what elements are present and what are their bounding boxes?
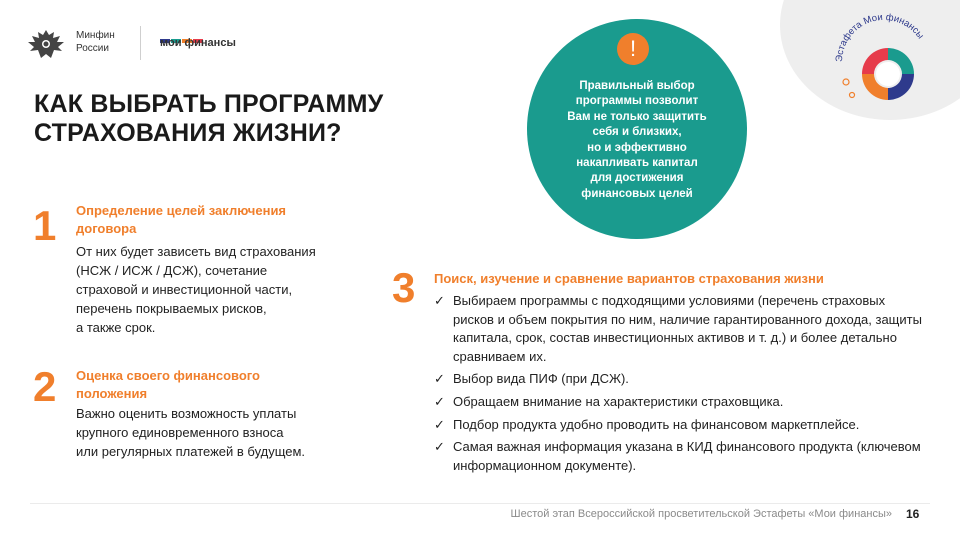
exclamation-icon: ! bbox=[617, 33, 649, 65]
title-line1: КАК ВЫБРАТЬ ПРОГРАММУ bbox=[34, 90, 384, 118]
check-icon: ✓ bbox=[434, 439, 445, 455]
callout-text: Правильный выбор программы позволит Вам не только защитить себя и близких, но и эффективно накапливать капитал для достижения финансовых целей bbox=[567, 80, 707, 200]
ministry-name bbox=[76, 29, 115, 55]
step-heading-1 bbox=[76, 202, 366, 238]
list-item-text: Самая важная информация указана в КИД финансового продукта (ключевом информационном документе). bbox=[453, 439, 921, 473]
estafeta-logo bbox=[822, 0, 946, 124]
page-number: 16 bbox=[906, 507, 920, 521]
ministry-line1: Минфин bbox=[76, 30, 115, 41]
step-number-1: 1 bbox=[33, 202, 57, 249]
check-icon: ✓ bbox=[434, 416, 445, 432]
eagle-emblem-icon bbox=[24, 26, 68, 64]
check-icon: ✓ bbox=[434, 393, 445, 409]
list-item-text: Подбор продукта удобно проводить на финансовом маркетплейсе. bbox=[453, 416, 860, 432]
page-title bbox=[34, 90, 383, 148]
list-item-text: Выбираем программы с подходящими условиями (перечень страховых рисков и объем покрытия по ним, наличие гарантированного дохода, защиты капитала, срок, состав инвестиционных активов и т. д.) и более детально сравниваем их. bbox=[453, 293, 922, 364]
brand-logo-text: мои финансы bbox=[160, 37, 236, 49]
list-item bbox=[434, 416, 924, 435]
step-3-list bbox=[434, 292, 924, 479]
list-item bbox=[434, 393, 924, 412]
step-heading-1-line2: договора bbox=[76, 221, 137, 236]
list-item bbox=[434, 438, 924, 475]
logo-arc-text: Эстафета Мои финансы bbox=[833, 11, 926, 63]
step-heading-3: Поиск, изучение и сравнение вариантов страхования жизни bbox=[434, 271, 824, 286]
list-item bbox=[434, 370, 924, 389]
list-item-text: Обращаем внимание на характеристики страховщика. bbox=[453, 393, 784, 409]
ministry-line2: России bbox=[76, 43, 109, 54]
check-icon: ✓ bbox=[434, 371, 445, 387]
list-item bbox=[434, 292, 924, 366]
step-body-2: Важно оценить возможность уплаты крупного единовременного взноса или регулярных платежей в будущем. bbox=[76, 406, 306, 459]
footer-text: Шестой этап Всероссийской просветительской Эстафеты «Мои финансы» bbox=[510, 508, 892, 520]
footer-divider bbox=[30, 503, 930, 504]
header-divider bbox=[140, 26, 141, 60]
brand-color-bar bbox=[160, 30, 206, 34]
title-line2: СТРАХОВАНИЯ ЖИЗНИ? bbox=[34, 119, 342, 147]
list-item-text: Выбор вида ПИФ (при ДСЖ). bbox=[453, 371, 629, 387]
step-heading-1-line1: Определение целей заключения bbox=[76, 203, 287, 218]
step-number-3: 3 bbox=[392, 264, 416, 311]
check-icon: ✓ bbox=[434, 293, 445, 308]
step-number-2: 2 bbox=[33, 363, 57, 410]
step-heading-2 bbox=[76, 367, 366, 403]
step-heading-2-line2: положения bbox=[76, 386, 148, 401]
step-body-1: От них будет зависеть вид страхования (НСЖ / ИСЖ / ДСЖ), сочетание страховой и инвестиционной части, перечень покрываемых рисков, а также срок. bbox=[76, 244, 316, 335]
step-heading-2-line1: Оценка своего финансового bbox=[76, 368, 260, 383]
